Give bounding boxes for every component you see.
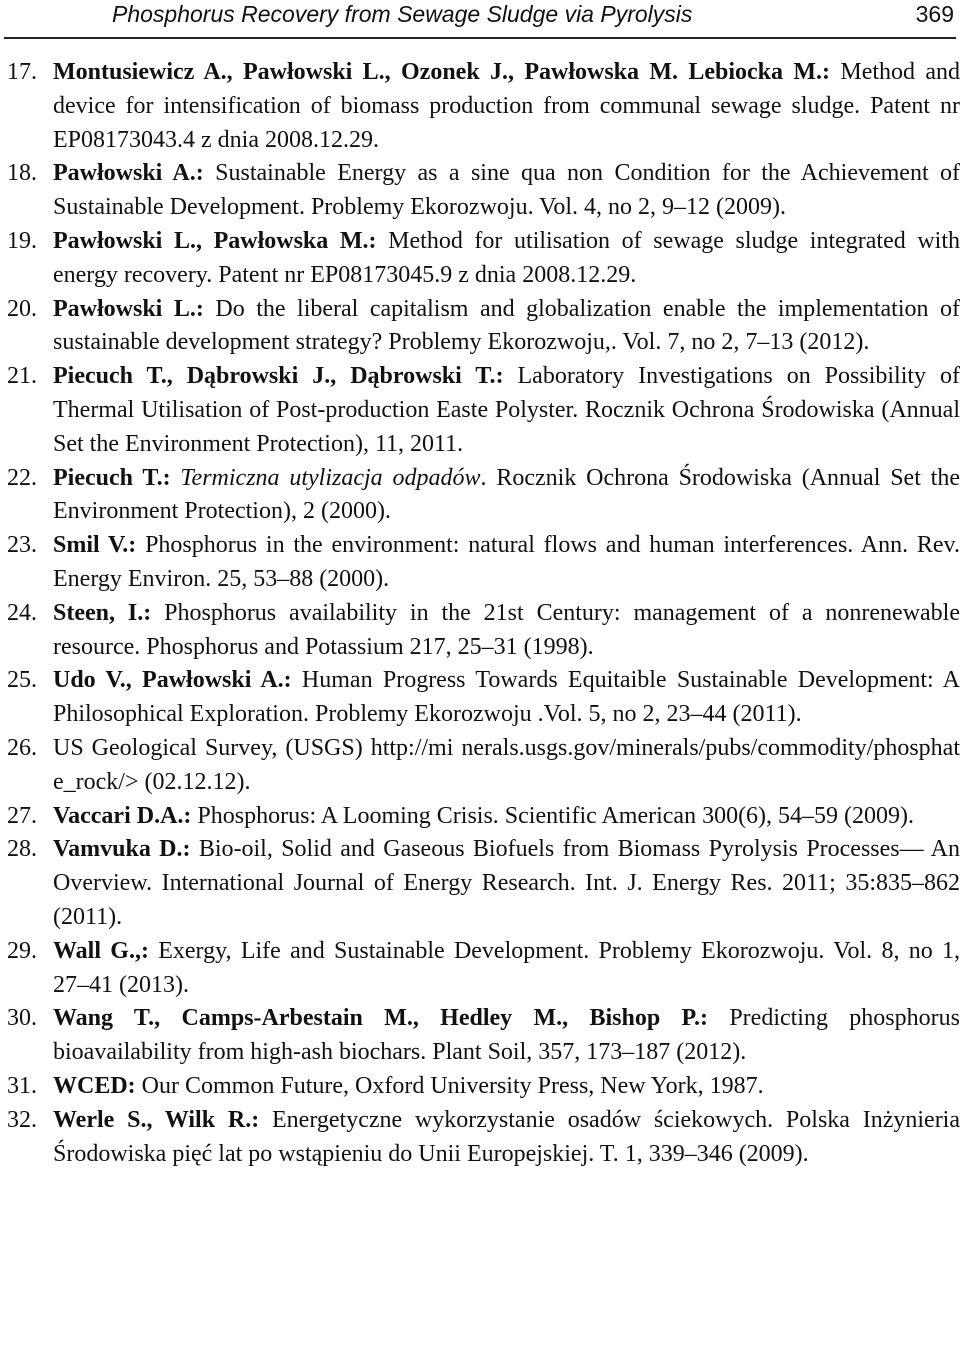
reference-number: 31.: [7, 1072, 37, 1099]
reference-text: Phosphorus availability in the 21st Century: management of a nonrenewable resource. Phosphorus and Potassium 217, 25–31 (1998).: [53, 599, 960, 660]
reference-number: 20.: [7, 295, 37, 322]
reference-text: Our Common Future, Oxford University Press, New York, 1987.: [135, 1072, 764, 1099]
reference-authors: Wang T., Camps-Arbestain M., Hedley M., Bishop P.: [53, 1005, 700, 1032]
reference-authors: Wall G.,: [53, 937, 141, 964]
page-number: 369: [915, 1, 954, 27]
reference-number: 28.: [7, 836, 37, 863]
reference-number: 19.: [7, 227, 37, 254]
reference-item: 29. Wall G.,: Exergy, Life and Sustainable Development. Problemy Ekorozwoju. Vol. 8, no 1, 27–41 (2013).: [0, 935, 960, 1003]
reference-text: Phosphorus: A Looming Crisis. Scientific American 300(6), 54–59 (2009).: [191, 802, 915, 829]
reference-text: Energetyczne wykorzystanie osadów ściekowych. Polska Inżynieria Środowiska pięć lat po wstąpieniu do Unii Europejskiej. T. 1, 339–346 (2009).: [53, 1106, 960, 1167]
reference-number: 24.: [7, 599, 37, 626]
reference-text: Exergy, Life and Sustainable Development. Problemy Ekorozwoju. Vol. 8, no 1, 27–41 (2013).: [53, 937, 960, 998]
reference-text: Phosphorus in the environment: natural flows and human interferences. Ann. Rev. Energy Environ. 25, 53–88 (2000).: [53, 532, 960, 592]
reference-authors: Udo V., Pawłowski A.: [53, 667, 284, 694]
reference-item: 21. Piecuch T., Dąbrowski J., Dąbrowski T.: Laboratory Investigations on Possibility of Thermal Utilisation of Post-production Easte Polyster. Rocznik Ochrona Środowiska (Annual Set the Environment Protection), 11, 2011.: [0, 360, 960, 461]
reference-number: 17.: [7, 59, 37, 85]
reference-item: [0, 1070, 960, 1104]
reference-authors: Piecuch T.: [53, 464, 163, 491]
reference-list: [0, 56, 960, 1171]
reference-number: 30.: [7, 1005, 37, 1032]
reference-text: Laboratory Investigations on Possibility of Thermal Utilisation of Post-production Easte Polyster. Rocznik Ochrona Środowiska (Annual Set the Environment Protection), 11, 2011.: [53, 363, 960, 457]
reference-number: 22.: [7, 464, 37, 491]
reference-item: 20. Pawłowski L.: Do the liberal capitalism and globalization enable the implementation of sustainable development strategy? Problemy Ekorozwoju,. Vol. 7, no 2, 7–13 (2012).: [0, 293, 960, 361]
reference-text: Method for utilisation of sewage sludge integrated with energy recovery. Patent nr EP08173045.9 z dnia 2008.12.29.: [53, 227, 960, 288]
reference-authors: Piecuch T., Dąbrowski J., Dąbrowski T.: [53, 363, 496, 390]
reference-item: 18. Pawłowski A.: Sustainable Energy as a sine qua non Condition for the Achievement of Sustainable Development. Problemy Ekorozwoju. Vol. 4, no 2, 9–12 (2009).: [0, 157, 960, 225]
reference-item: 24. Steen, I.: Phosphorus availability in the 21st Century: management of a nonrenewable resource. Phosphorus and Potassium 217, 25–31 (1998).: [0, 597, 960, 665]
reference-authors: Pawłowski L., Pawłowska M.: [53, 227, 369, 254]
reference-text: Human Progress Towards Equitaible Sustainable Development: A Philosophical Exploration. Problemy Ekorozwoju .Vol. 5, no 2, 23–44 (2011).: [53, 667, 960, 728]
reference-text: Sustainable Energy as a sine qua non Condition for the Achievement of Sustainable Development. Problemy Ekorozwoju. Vol. 4, no 2, 9–12 (2009).: [53, 160, 960, 221]
reference-item: 23. Smil V.: Phosphorus in the environment: natural flows and human interferences. Ann. Rev. Energy Environ. 25, 53–88 (2000).: [0, 529, 960, 597]
reference-number: 23.: [7, 532, 37, 559]
reference-text: US Geological Survey, (USGS) http://mi nerals.usgs.gov/minerals/pubs/commodity/phosphate_rock/> (02.12.12).: [53, 734, 960, 795]
reference-text: Do the liberal capitalism and globalization enable the implementation of sustainable development strategy? Problemy Ekorozwoju,. Vol. 7, no 2, 7–13 (2012).: [53, 295, 960, 356]
reference-number: 27.: [7, 802, 37, 829]
reference-number: 32.: [7, 1106, 37, 1133]
reference-authors: Werle S., Wilk R.: [53, 1106, 252, 1133]
reference-item: 28. Vamvuka D.: Bio-oil, Solid and Gaseous Biofuels from Biomass Pyrolysis Processes— An Overview. International Journal of Energy Research. Int. J. Energy Res. 2011; 35:835–862 (2011).: [0, 833, 960, 934]
reference-item: 17. Montusiewicz A., Pawłowski L., Ozonek J., Pawłowska M. Lebiocka M.: Method and device for intensification of biomass production from communal sewage sludge. Patent nr EP08173043.4 z dnia 2008.12.29.: [0, 56, 960, 157]
header-divider: [4, 37, 956, 39]
reference-authors: Steen, I.: [53, 599, 144, 626]
reference-title: Termiczna utylizacja odpadów: [170, 464, 481, 491]
reference-number: 25.: [7, 667, 37, 694]
reference-text: . Rocznik Ochrona Środowiska (Annual Set the Environment Protection), 2 (2000).: [53, 464, 960, 525]
reference-text: Bio-oil, Solid and Gaseous Biofuels from Biomass Pyrolysis Processes— An Overview. International Journal of Energy Research. Int. J. Energy Res. 2011; 35:835–862 (2011).: [53, 836, 960, 930]
reference-authors: Pawłowski L.: [53, 295, 196, 322]
reference-text: Method and device for intensification of biomass production from communal sewage sludge. Patent nr EP08173043.4 z dnia 2008.12.29.: [53, 59, 960, 153]
reference-number: 26.: [7, 734, 37, 761]
running-title: Phosphorus Recovery from Sewage Sludge via Pyrolysis: [112, 1, 693, 27]
reference-item: 30. Wang T., Camps-Arbestain M., Hedley M., Bishop P.: Predicting phosphorus bioavailability from high-ash biochars. Plant Soil, 357, 173–187 (2012).: [0, 1002, 960, 1070]
reference-authors: Vamvuka D.: [53, 836, 183, 863]
reference-item: [0, 732, 960, 800]
reference-number: 29.: [7, 937, 37, 964]
reference-item: 27. Vaccari D.A.: Phosphorus: A Looming Crisis. Scientific American 300(6), 54–59 (2009).: [0, 800, 960, 834]
running-header: [0, 0, 960, 38]
reference-item: 25. Udo V., Pawłowski A.: Human Progress Towards Equitaible Sustainable Development: A Philosophical Exploration. Problemy Ekorozwoju .Vol. 5, no 2, 23–44 (2011).: [0, 664, 960, 732]
reference-item: 19. Pawłowski L., Pawłowska M.: Method for utilisation of sewage sludge integrated with energy recovery. Patent nr EP08173045.9 z dnia 2008.12.29.: [0, 225, 960, 293]
reference-authors: Smil V.: [53, 532, 129, 559]
reference-number: 18.: [7, 160, 37, 187]
reference-number: 21.: [7, 363, 37, 390]
reference-authors: WCED:: [53, 1072, 136, 1099]
reference-authors: Vaccari D.A.: [53, 802, 184, 829]
reference-authors: Pawłowski A.: [53, 160, 196, 187]
reference-text: Predicting phosphorus bioavailability from high-ash biochars. Plant Soil, 357, 173–187 (2012).: [53, 1005, 960, 1066]
reference-authors: Montusiewicz A., Pawłowski L., Ozonek J., Pawłowska M. Lebiocka M.: [53, 59, 823, 85]
reference-item: 22. Piecuch T.: Termiczna utylizacja odpadów. Rocznik Ochrona Środowiska (Annual Set the Environment Protection), 2 (2000).: [0, 462, 960, 530]
reference-item: 32. Werle S., Wilk R.: Energetyczne wykorzystanie osadów ściekowych. Polska Inżynieria Środowiska pięć lat po wstąpieniu do Unii Europejskiej. T. 1, 339–346 (2009).: [0, 1104, 960, 1172]
